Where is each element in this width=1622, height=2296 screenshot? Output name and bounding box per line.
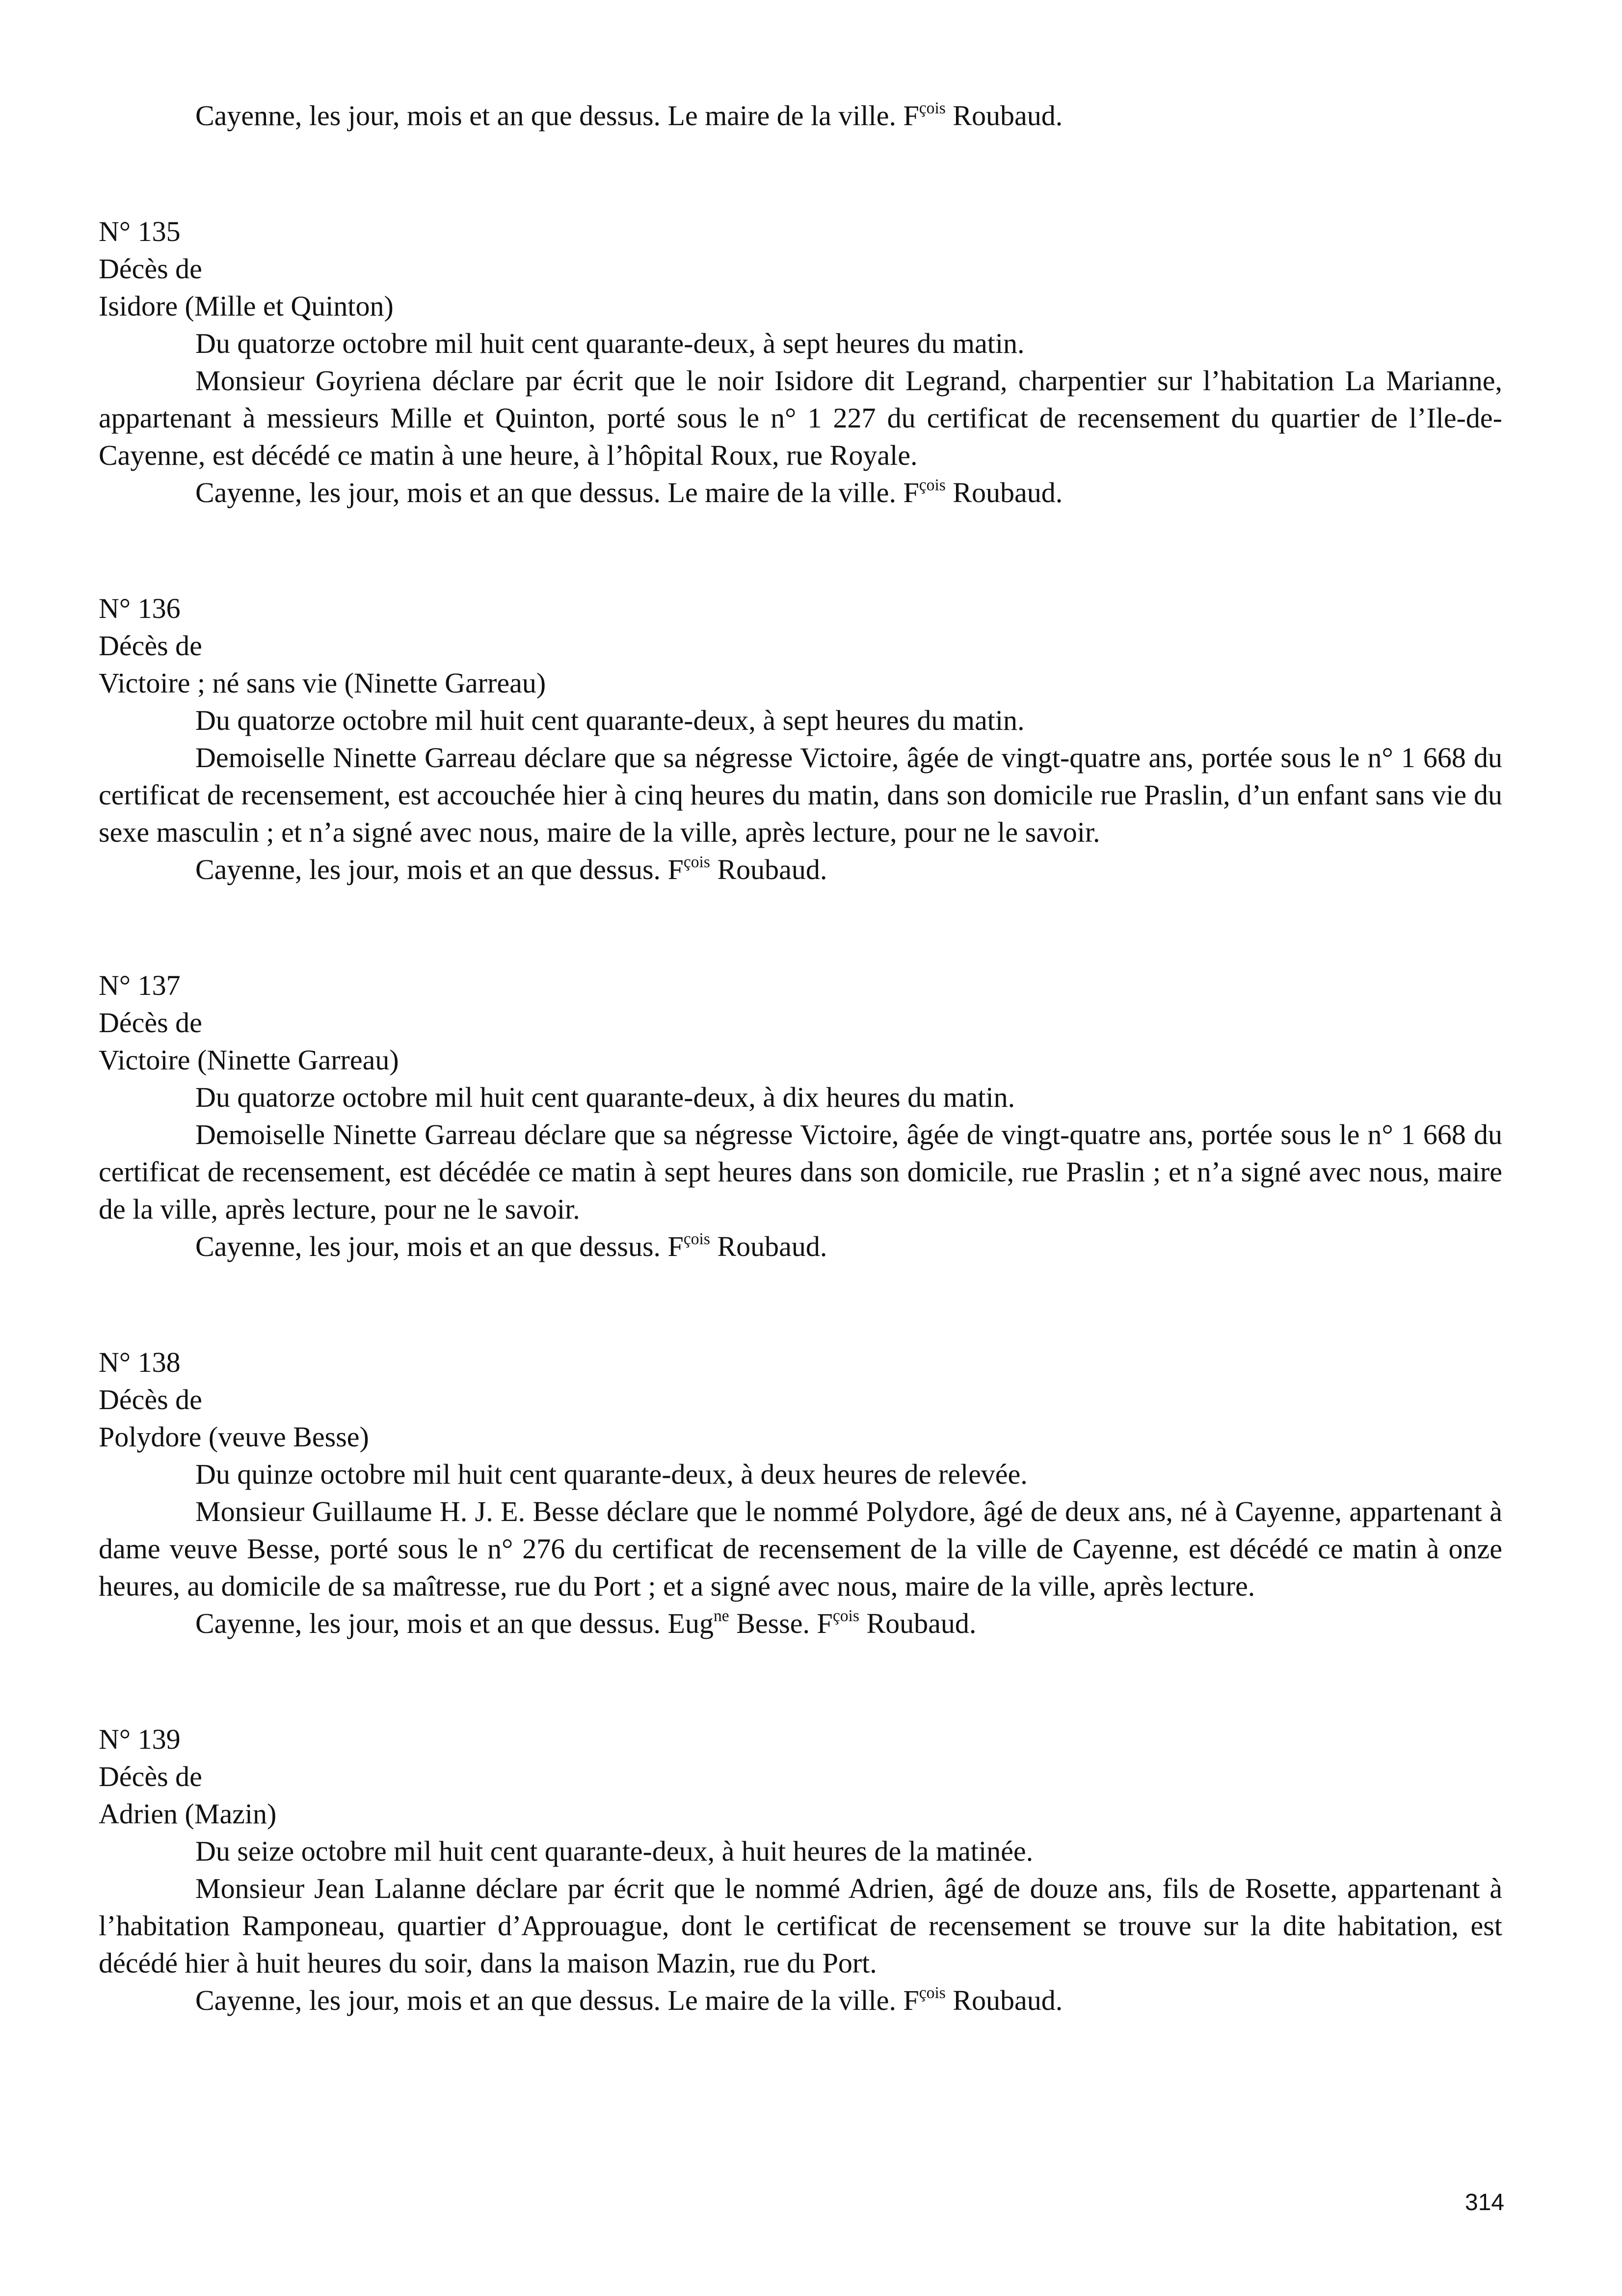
entry-body: Monsieur Guillaume H. J. E. Besse déclare que le nommé Polydore, âgé de deux ans, né à Cayenne, appartenant à dame veuve Besse, porté sous le n° 276 du certificat de recensement de la ville de Cayenne, est décédé ce matin à onze heures, au domicile de sa maîtresse, rue du Port ; et a signé avec nous, maire de la ville, après lecture. <box>99 1495 1502 1602</box>
entry-number: N° 139 <box>99 1723 181 1755</box>
entry-closing: Cayenne, les jour, mois et an que dessus. $F^{çois}$ Roubaud. <box>195 1229 827 1262</box>
entry-heading: Décès de <box>99 630 202 662</box>
entry-body: Monsieur Jean Lalanne déclare par écrit que le nommé Adrien, âgé de douze ans, fils de Rosette, appartenant à l’habitation Ramponeau, quartier d’Approuague, dont le certificat de recensement se trouve sur la dite habitation, est décédé hier à huit heures du soir, dans la maison Mazin, rue du Port. <box>99 1872 1502 1979</box>
entry-date: Du quatorze octobre mil huit cent quarante-deux, à sept heures du matin. <box>195 327 1025 359</box>
entry-date: Du quatorze octobre mil huit cent quarante-deux, à dix heures du matin. <box>195 1081 1015 1113</box>
entry-body: Monsieur Goyriena déclare par écrit que le noir Isidore dit Legrand, charpentier sur l’habitation La Marianne, appartenant à messieurs Mille et Quinton, porté sous le n° 1 227 du certificat de recensement du quartier de l’Ile-de-Cayenne, est décédé ce matin à une heure, à l’hôpital Roux, rue Royale. <box>99 365 1502 471</box>
entry-139 <box>99 1721 1502 2019</box>
entry-closing: Cayenne, les jour, mois et an que dessus. Eug$^{ne}$ Besse. $F^{çois}$ Roubaud. <box>195 1606 977 1639</box>
entry-number: N° 138 <box>99 1346 181 1378</box>
entry-closing: Cayenne, les jour, mois et an que dessus. $F^{çois}$ Roubaud. <box>195 853 827 885</box>
entry-date: Du quatorze octobre mil huit cent quarante-deux, à sept heures du matin. <box>195 704 1025 736</box>
entry-heading: Décès de <box>99 253 202 285</box>
entry-heading: Décès de <box>99 1384 202 1415</box>
entry-heading: Décès de <box>99 1007 202 1039</box>
entry-number: N° 135 <box>99 215 181 247</box>
entry-number: N° 137 <box>99 969 181 1001</box>
entry-body: Demoiselle Ninette Garreau déclare que sa négresse Victoire, âgée de vingt-quatre ans, portée sous le n° 1 668 du certificat de recensement, est accouchée hier à cinq heures du matin, dans son domicile rue Praslin, d’un enfant sans vie du sexe masculin ; et n’a signé avec nous, maire de la ville, après lecture, pour ne le savoir. <box>99 742 1502 848</box>
text-column <box>99 97 1502 2019</box>
top-closing: Cayenne, les jour, mois et an que dessus. Le maire de la ville. $F^{çois}$ Roubaud. <box>195 99 1063 132</box>
entry-name: Victoire (Ninette Garreau) <box>99 1044 399 1076</box>
entry-name: Victoire ; né sans vie (Ninette Garreau) <box>99 667 546 699</box>
entry-138 <box>99 1344 1502 1642</box>
entry-date: Du quinze octobre mil huit cent quarante-deux, à deux heures de relevée. <box>195 1458 1028 1490</box>
page-number: 314 <box>1465 2189 1505 2216</box>
entry-number: N° 136 <box>99 592 181 624</box>
entry-closing: Cayenne, les jour, mois et an que dessus. Le maire de la ville. $F^{çois}$ Roubaud. <box>195 1983 1063 2016</box>
entry-heading: Décès de <box>99 1761 202 1792</box>
entry-name: Polydore (veuve Besse) <box>99 1421 369 1453</box>
entry-135 <box>99 213 1502 511</box>
entry-date: Du seize octobre mil huit cent quarante-deux, à huit heures de la matinée. <box>195 1835 1034 1867</box>
entry-name: Adrien (Mazin) <box>99 1798 277 1830</box>
entry-137 <box>99 967 1502 1265</box>
entry-body: Demoiselle Ninette Garreau déclare que sa négresse Victoire, âgée de vingt-quatre ans, portée sous le n° 1 668 du certificat de recensement, est décédée ce matin à sept heures dans son domicile, rue Praslin ; et n’a signé avec nous, maire de la ville, après lecture, pour ne le savoir. <box>99 1119 1502 1225</box>
entry-name: Isidore (Mille et Quinton) <box>99 290 394 322</box>
entry-136 <box>99 590 1502 888</box>
entry-closing: Cayenne, les jour, mois et an que dessus. Le maire de la ville. $F^{çois}$ Roubaud. <box>195 476 1063 508</box>
